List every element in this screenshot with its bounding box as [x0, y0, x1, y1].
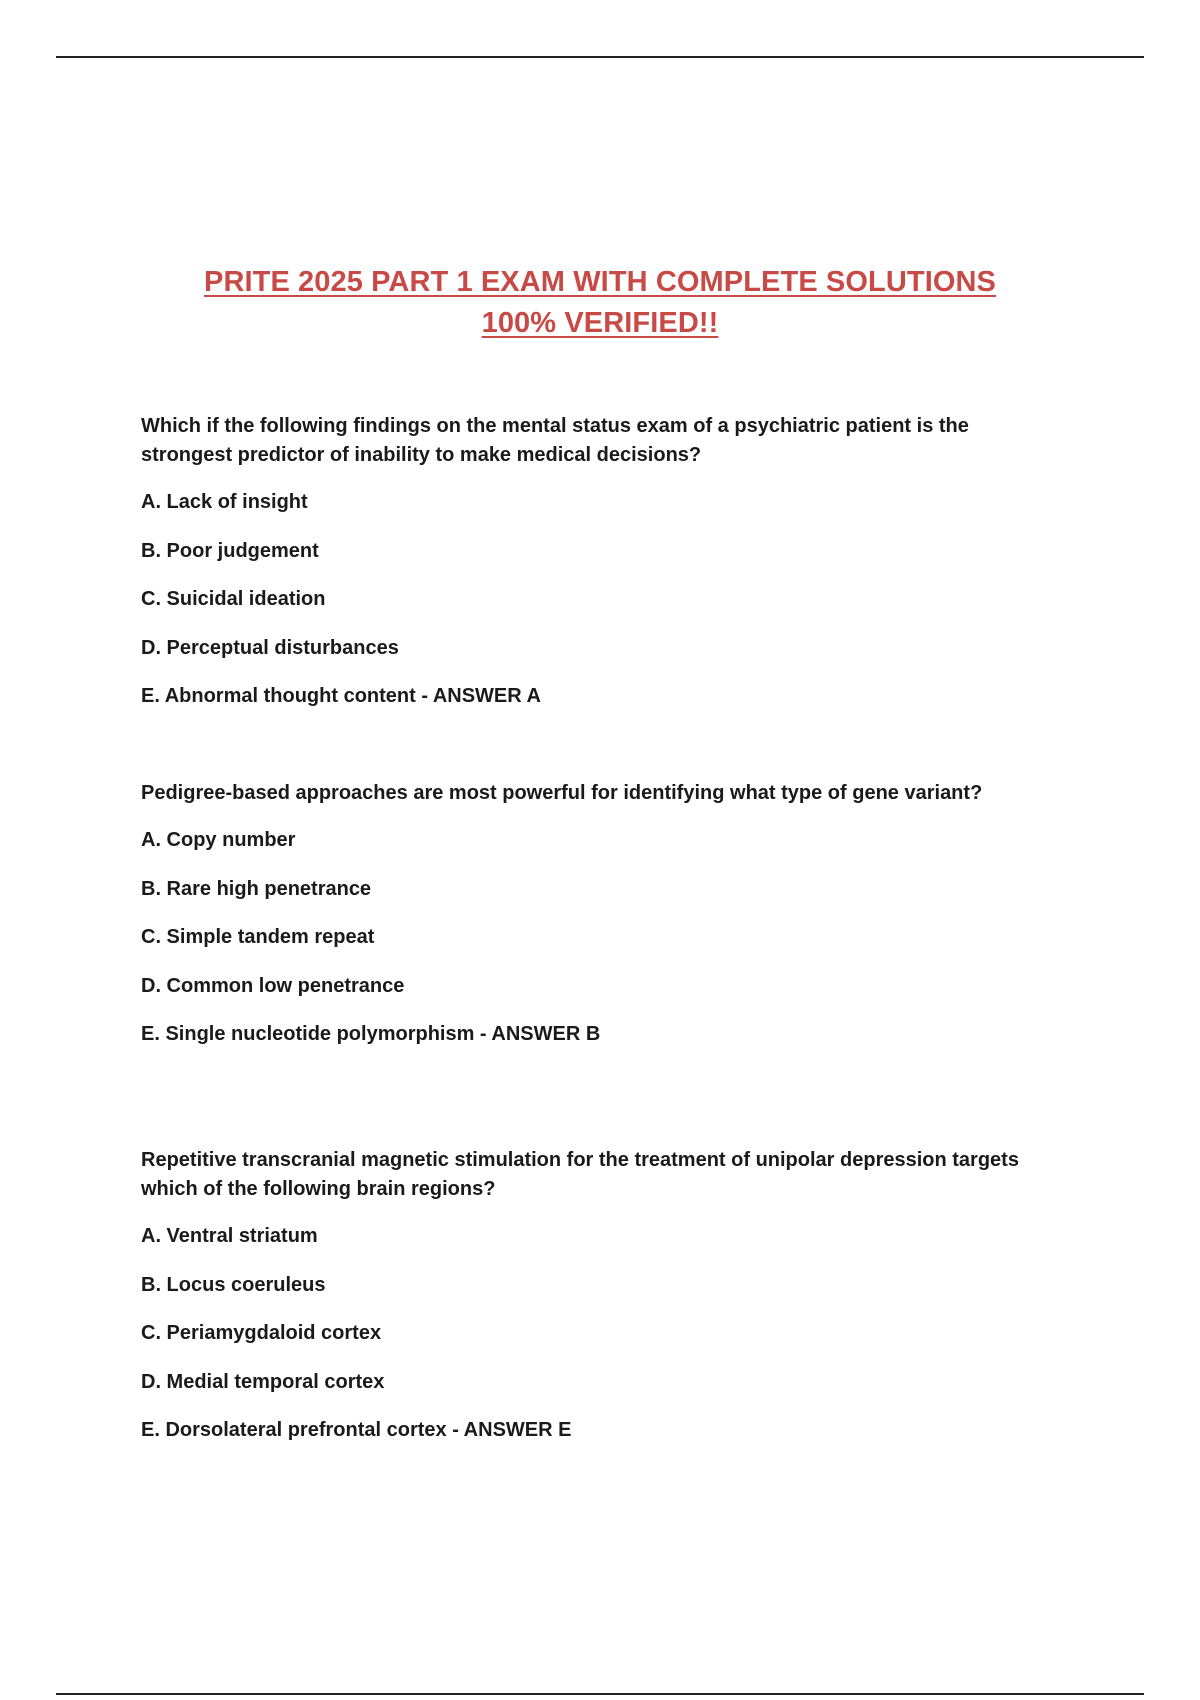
question-3	[141, 1146, 1061, 1465]
option-c: C. Periamygdaloid cortex	[141, 1322, 382, 1344]
bottom-divider	[56, 1693, 1144, 1695]
title-line-2: 100% VERIFIED!!	[481, 307, 719, 339]
document-title	[60, 262, 1140, 344]
option-d: D. Perceptual disturbances	[141, 636, 399, 659]
top-divider	[56, 56, 1144, 58]
question-text: Pedigree-based approaches are most powerful for identifying what type of gene variant?	[141, 782, 983, 804]
question-text: Repetitive transcranial magnetic stimulation for the treatment of unipolar depression targets which of the following brain regions?	[141, 1149, 1019, 1200]
option-a: A. Lack of insight	[141, 491, 308, 513]
question-1	[141, 412, 1061, 731]
option-b: B. Locus coeruleus	[141, 1273, 326, 1296]
question-text: Which if the following findings on the mental status exam of a psychiatric patient is the strongest predictor of inability to make medical decisions?	[141, 415, 969, 466]
option-a: A. Copy number	[141, 829, 296, 851]
question-2	[141, 779, 1061, 1069]
option-d: D. Medial temporal cortex	[141, 1370, 385, 1393]
option-c: C. Suicidal ideation	[141, 588, 326, 610]
option-b: B. Poor judgement	[141, 539, 319, 562]
option-e-answer: E. Dorsolateral prefrontal cortex - ANSWER E	[141, 1419, 572, 1441]
option-a: A. Ventral striatum	[141, 1225, 318, 1247]
option-b: B. Rare high penetrance	[141, 877, 372, 900]
option-e-answer: E. Single nucleotide polymorphism - ANSWER B	[141, 1023, 601, 1045]
option-e-answer: E. Abnormal thought content - ANSWER A	[141, 685, 541, 707]
option-c: C. Simple tandem repeat	[141, 926, 375, 948]
option-d: D. Common low penetrance	[141, 974, 405, 997]
title-line-1: PRITE 2025 PART 1 EXAM WITH COMPLETE SOLUTIONS	[204, 266, 996, 298]
